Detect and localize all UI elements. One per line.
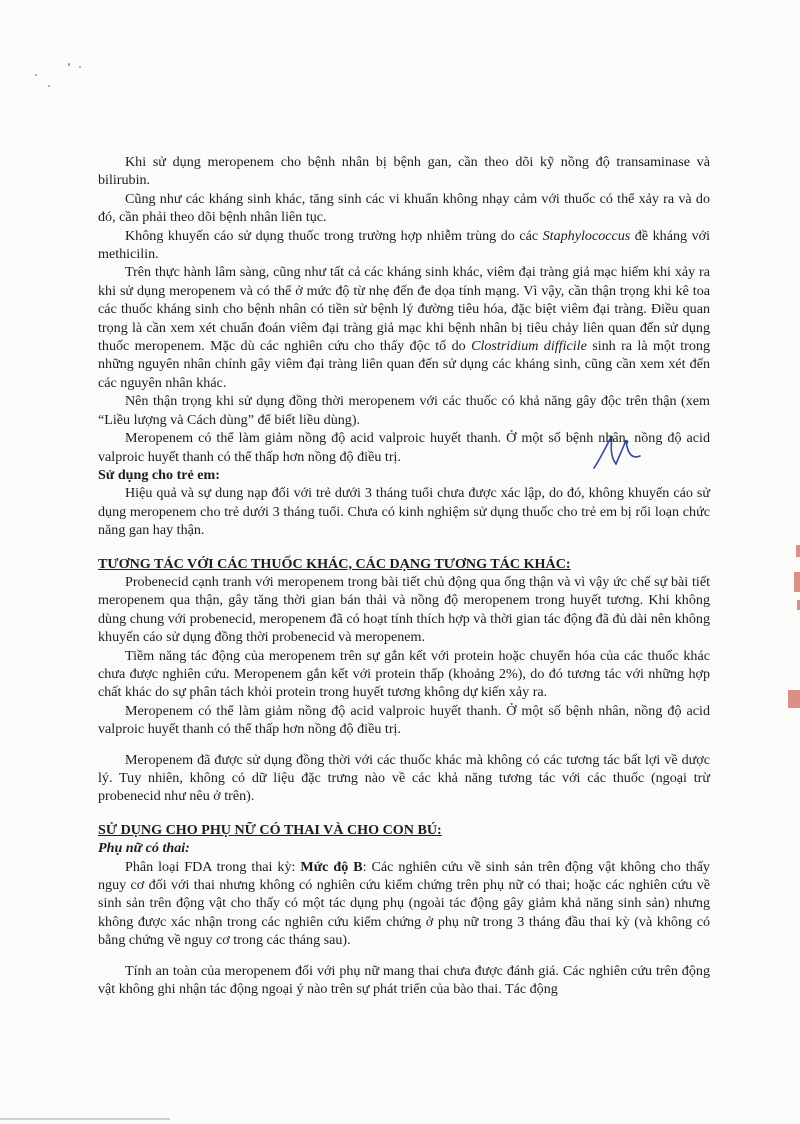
section-heading-pregnancy: SỬ DỤNG CHO PHỤ NỮ CÓ THAI VÀ CHO CON BÚ:	[98, 821, 442, 838]
paragraph: Nên thận trọng khi sử dụng đồng thời meropenem với các thuốc có khả năng gây độc trên thận (xem “Liều lượng và Cách dùng” để biết liều dùng).	[98, 393, 710, 428]
scan-speck	[48, 85, 50, 87]
paragraph: Không khuyến cáo sử dụng thuốc trong trường hợp nhiễm trùng do các Staphylococcus đề kháng với methicilin.	[98, 227, 710, 263]
stamp-edge-mark	[794, 572, 800, 592]
paragraph: Phân loại FDA trong thai kỳ: Mức độ B: Các nghiên cứu về sinh sản trên động vật không cho thấy nguy cơ đối với thai nhưng không có nghiên cứu kiểm chứng trên phụ nữ có thai; hoặc các nghiên cứu về sinh sản trên động vật cho thấy có một tác dụng phụ (ngoài tác động gây giảm khả năng sinh sản) nhưng không được xác nhận trong các nghiên cứu kiểm chứng ở phụ nữ trong 3 tháng đầu thai kỳ (và không có bằng chứng về nguy cơ trong các tháng sau).	[98, 858, 710, 949]
stamp-edge-mark	[788, 690, 800, 708]
paragraph: Cũng như các kháng sinh khác, tăng sinh các vi khuẩn không nhạy cảm với thuốc có thể xảy ra và do đó, cần phải theo dõi bệnh nhân liên tục.	[98, 190, 710, 226]
paragraph: Trên thực hành lâm sàng, cũng như tất cả các kháng sinh khác, viêm đại tràng giả mạc hiếm khi xảy ra khi sử dụng meropenem và có thể ở mức độ từ nhẹ đến đe dọa tính mạng. Vì vậy, cần thận trọng khi kê toa các thuốc kháng sinh cho bệnh nhân có tiền sử bệnh lý đường tiêu hóa, đặc biệt viêm đại tràng. Điều quan trọng là cần xem xét chuẩn đoán viêm đại tràng giả mạc khi bệnh nhân bị tiêu chảy liên quan đến sử dụng thuốc meropenem. Mặc dù các nghiên cứu cho thấy độc tố do Clostridium difficile sinh ra là một trong những nguyên nhân chính gây viêm đại tràng liên quan đến sử dụng các kháng sinh, cũng cần xem xét đến các nguyên nhân khác.	[98, 264, 710, 391]
section-subheading: Phụ nữ có thai:	[98, 840, 190, 857]
paragraph: Tính an toàn của meropenem đối với phụ nữ mang thai chưa được đánh giá. Các nghiên cứu trên động vật không ghi nhận tác động ngoại ý nào trên sự phát triển của bào thai. Tác động	[98, 962, 710, 998]
paragraph: Tiềm năng tác động của meropenem trên sự gắn kết với protein hoặc chuyển hóa của các thuốc khác chưa được nghiên cứu. Meropenem gắn kết với protein thấp (khoảng 2%), do đó tương tác với những hợp chất khác do sự phân tách khỏi protein trong huyết tương không dự kiến xảy ra.	[98, 647, 710, 701]
scan-speck	[68, 63, 70, 66]
scan-speck	[35, 74, 37, 76]
document-body	[98, 153, 710, 998]
paragraph: Khi sử dụng meropenem cho bệnh nhân bị bệnh gan, cần theo dõi kỹ nồng độ transaminase và bilirubin.	[98, 154, 710, 189]
section-subheading: Sử dụng cho trẻ em:	[98, 466, 220, 483]
paragraph: Probenecid cạnh tranh với meropenem trong bài tiết chủ động qua ống thận và vì vậy ức chế sự bài tiết meropenem qua thận, gây tăng thời gian bán thải và nồng độ meropenem trong huyết tương. Khi không dùng chung với probenecid, meropenem đã có hoạt tính thích hợp và thời gian tác động đã đủ dài nên không khuyến cáo sử dụng đồng thời probenecid và meropenem.	[98, 573, 710, 646]
scan-edge-line	[0, 1118, 170, 1120]
paragraph: Meropenem đã được sử dụng đồng thời với các thuốc khác mà không có các tương tác bất lợi về dược lý. Tuy nhiên, không có dữ liệu đặc trưng nào về các khả năng tương tác với các thuốc (ngoại trừ probenecid như nêu ở trên).	[98, 751, 710, 805]
section-heading-interactions: TƯƠNG TÁC VỚI CÁC THUỐC KHÁC, CÁC DẠNG TƯƠNG TÁC KHÁC:	[98, 555, 571, 572]
paragraph: Hiệu quả và sự dung nạp đối với trẻ dưới 3 tháng tuổi chưa được xác lập, do đó, không khuyến cáo sử dụng meropenem cho trẻ dưới 3 tháng tuổi. Chưa có kinh nghiệm sử dụng thuốc cho trẻ em bị rối loạn chức năng gan hay thận.	[98, 485, 710, 539]
stamp-edge-mark	[796, 545, 800, 557]
paragraph: Meropenem có thể làm giảm nồng độ acid valproic huyết thanh. Ở một số bệnh nhân, nồng độ acid valproic huyết thanh có thể thấp hơn nồng độ điều trị.	[98, 430, 710, 465]
scan-speck	[79, 66, 81, 68]
paragraph: Meropenem có thể làm giảm nồng độ acid valproic huyết thanh. Ở một số bệnh nhân, nồng độ acid valproic huyết thanh có thể thấp hơn nồng độ điều trị.	[98, 702, 710, 738]
